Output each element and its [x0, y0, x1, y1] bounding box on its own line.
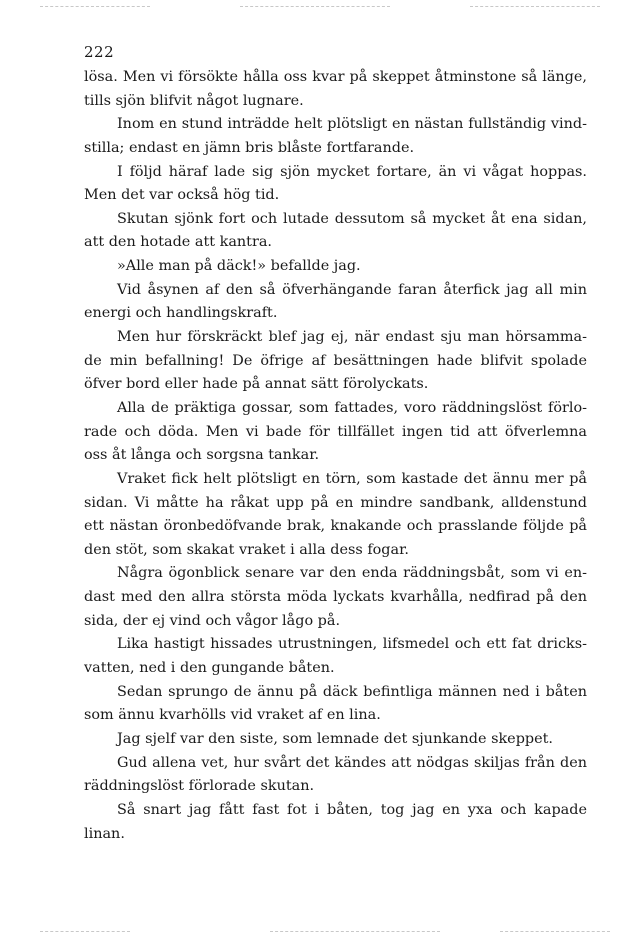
- text-line: dast med den allra största möda lyckats kvarhålla, nedfirad på den: [84, 589, 587, 606]
- text-line: energi och handlingskraft.: [84, 305, 278, 322]
- text-line: Men det var också hög tid.: [84, 187, 280, 204]
- text-line: Men hur förskräckt blef jag ej, när endast sju man hörsamma-: [117, 329, 587, 346]
- bottom-edge-rule: [500, 931, 610, 932]
- text-line: som ännu kvarhölls vid vraket af en lina.: [84, 707, 381, 724]
- text-line: Så snart jag fått fast fot i båten, tog jag en yxa och kapade: [117, 801, 587, 818]
- bottom-edge-rule: [40, 931, 130, 932]
- text-line: öfver bord eller hade på annat sätt förolyckats.: [84, 376, 429, 393]
- text-line: den stöt, som skakat vraket i alla dess fogar.: [84, 541, 409, 558]
- text-line: räddningslöst förlorade skutan.: [84, 778, 315, 795]
- text-line: Inom en stund inträdde helt plötsligt en nästan fullständig vind-: [117, 116, 587, 133]
- page-number: 222: [84, 43, 115, 61]
- text-line: Jag sjelf var den siste, som lemnade det sjunkande skeppet.: [117, 730, 553, 747]
- text-line: tills sjön blifvit något lugnare.: [84, 92, 304, 109]
- text-line: lösa. Men vi försökte hålla oss kvar på skeppet åtminstone så länge,: [84, 69, 587, 85]
- top-edge-rule: [470, 6, 600, 7]
- top-edge-rule: [40, 6, 150, 7]
- body-text: [84, 66, 587, 846]
- text-line: Gud allena vet, hur svårt det kändes att nödgas skiljas från den: [117, 754, 587, 771]
- text-line: I följd häraf lade sig sjön mycket fortare, än vi vågat hoppas.: [117, 163, 587, 180]
- text-line: Skutan sjönk fort och lutade dessutom så mycket åt ena sidan,: [117, 210, 587, 227]
- text-line: Några ögonblick senare var den enda räddningsbåt, som vi en-: [117, 565, 587, 582]
- top-edge-rule: [240, 6, 390, 7]
- text-line: linan.: [84, 825, 125, 842]
- text-line: Sedan sprungo de ännu på däck befintliga männen ned i båten: [117, 683, 587, 700]
- text-line: Alla de präktiga gossar, som fattades, voro räddningslöst förlo-: [117, 399, 587, 416]
- text-line: att den hotade att kantra.: [84, 234, 272, 251]
- text-line: de min befallning! De öfrige af besättningen hade blifvit spolade: [84, 352, 587, 369]
- text-line: sidan. Vi måtte ha råkat upp på en mindre sandbank, alldenstund: [84, 494, 587, 511]
- text-line: Lika hastigt hissades utrustningen, lifsmedel och ett fat dricks-: [117, 636, 587, 653]
- text-line: Vraket fick helt plötsligt en törn, som kastade det ännu mer på: [117, 470, 587, 487]
- text-line: stilla; endast en jämn bris blåste fortfarande.: [84, 139, 415, 156]
- text-line: Vid åsynen af den så öfverhängande faran återfick jag all min: [117, 281, 587, 298]
- text-line: ett nästan öronbedöfvande brak, knakande och prasslande följde på: [84, 518, 587, 535]
- text-line: sida, der ej vind och vågor lågo på.: [84, 612, 341, 629]
- bottom-edge-rule: [270, 931, 440, 932]
- text-line: »Alle man på däck!» befallde jag.: [117, 258, 361, 275]
- text-line: oss åt långa och sorgsna tankar.: [84, 447, 320, 464]
- text-line: vatten, ned i den gungande båten.: [84, 660, 335, 677]
- text-line: rade och döda. Men vi bade för tillfället ingen tid att öfverlemna: [84, 423, 587, 440]
